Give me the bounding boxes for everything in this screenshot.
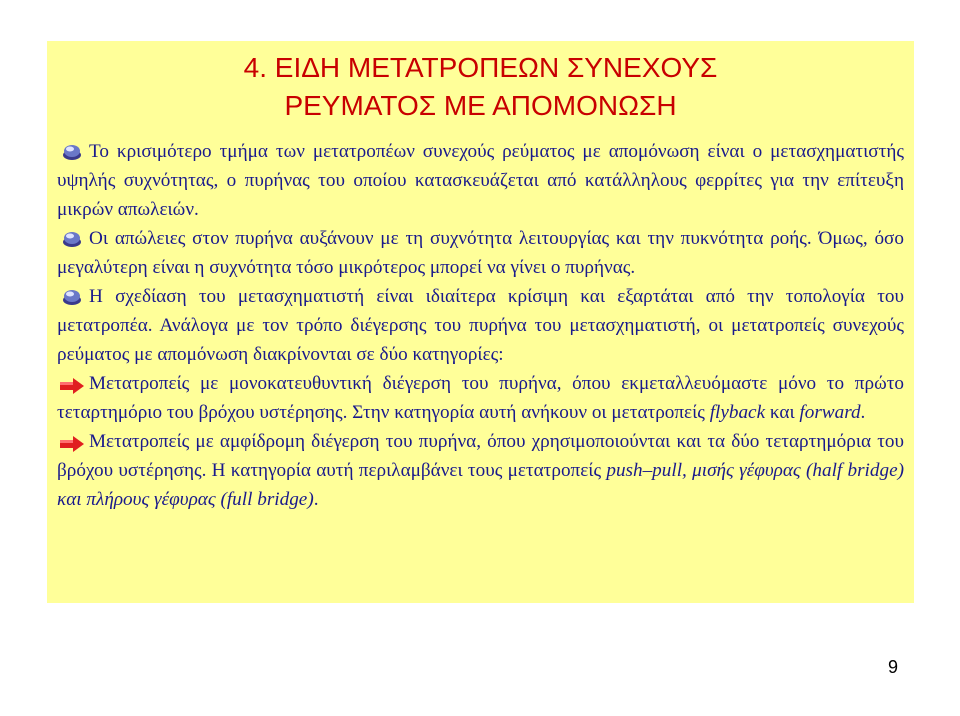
paragraph-4-mid: και xyxy=(765,402,800,423)
page-number: 9 xyxy=(887,657,898,677)
paragraph-5 xyxy=(57,427,904,514)
paragraph-2-text: Οι απώλειες στον πυρήνα αυξάνουν με τη συχνότητα λειτουργίας και την πυκνότητα ροής. Όμως, όσο μεγαλύτερη είναι η συχνότητα τόσο μικρότερος μπορεί να γίνει ο πυρήνας. xyxy=(57,228,904,278)
paragraph-3-text: Η σχεδίαση του μετασχηματιστή είναι ιδιαίτερα κρίσιμη και εξαρτάται από την τοπολογία του μετατροπέα. Ανάλογα με τον τρόπο διέγερσης του πυρήνα του μετασχηματιστή, οι μετατροπείς συνεχούς ρεύματος με απομόνωση διακρίνονται σε δύο κατηγορίες: xyxy=(57,286,904,365)
red-arrow-icon xyxy=(59,436,85,452)
paragraph-3 xyxy=(57,282,904,369)
paragraph-1-text: Το κρισιμότερο τμήμα των μετατροπέων συνεχούς ρεύματος με απομόνωση είναι ο μετασχηματιστής υψηλής συχνότητας, ο πυρήνας του οποίου κατασκευάζεται από κατάλληλους φερρίτες για την επίτευξη μικρών απωλειών. xyxy=(57,141,904,220)
red-arrow-icon xyxy=(59,378,85,394)
forward-term: forward xyxy=(799,402,861,423)
slide-panel xyxy=(47,41,914,603)
paragraph-5-end: . xyxy=(313,489,319,510)
paragraph-5-text: Μετατροπείς με αμφίδρομη διέγερση του πυρήνα, όπου χρησιμοποιούνται και τα δύο τεταρτημόρια του βρόχου υστέρησης. Η κατηγορία αυτή περιλαμβάνει τους μετατροπείς xyxy=(57,431,904,481)
flyback-term: flyback xyxy=(709,402,766,423)
title-line-2: ΡΕΥΜΑΤΟΣ ΜΕ ΑΠΟΜΟΝΩΣΗ xyxy=(284,90,677,121)
paragraph-4 xyxy=(57,369,904,427)
bridge-terms: push–pull, μισής γέφυρας (half bridge) και πλήρους γέφυρας (full bridge) xyxy=(57,460,904,510)
paragraph-4-text: Μετατροπείς με μονοκατευθυντική διέγερση του πυρήνα, όπου εκμεταλλευόμαστε μόνο το πρώτο τεταρτημόριο του βρόχου υστέρησης. Στην κατηγορία αυτή ανήκουν οι μετατροπείς xyxy=(57,373,904,423)
slide-title xyxy=(57,49,904,125)
orb-bullet-icon xyxy=(61,230,83,248)
paragraph-1 xyxy=(57,137,904,224)
paragraph-4-end: . xyxy=(860,402,866,423)
paragraph-2 xyxy=(57,224,904,282)
title-line-1: 4. ΕΙΔΗ ΜΕΤΑΤΡΟΠΕΩΝ ΣΥΝΕΧΟΥΣ xyxy=(243,52,718,83)
orb-bullet-icon xyxy=(61,288,83,306)
orb-bullet-icon xyxy=(61,143,83,161)
